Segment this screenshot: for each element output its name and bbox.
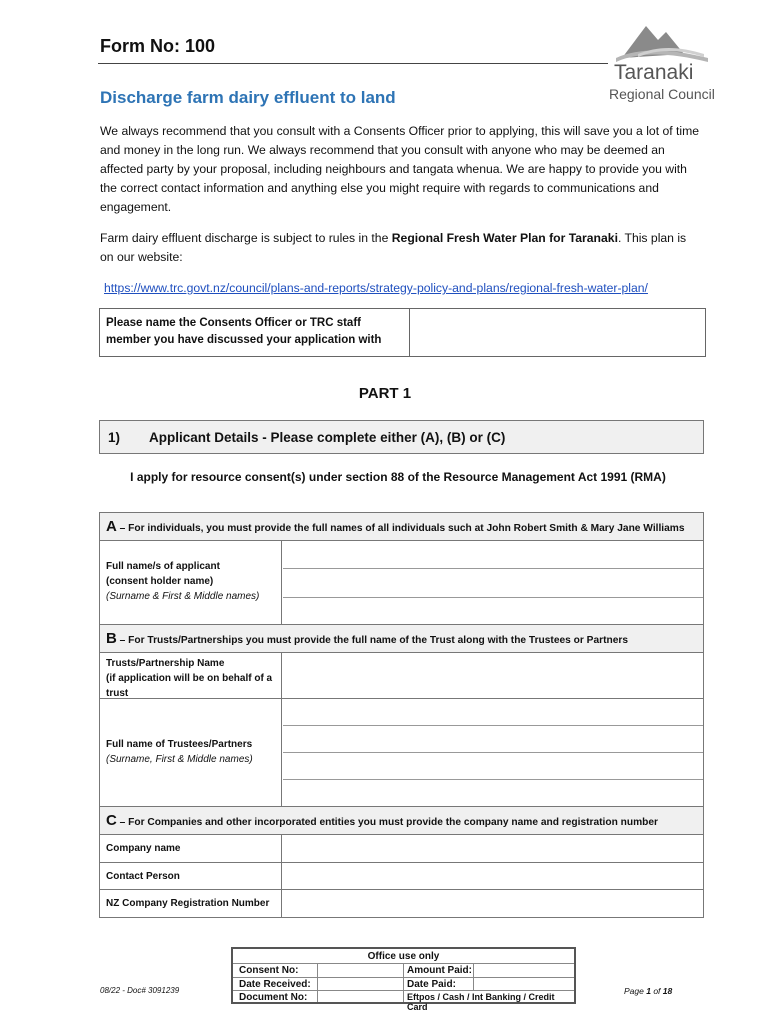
office-divider-v1	[317, 963, 318, 1002]
contact-person-field[interactable]	[283, 863, 703, 889]
consult-officer-box	[99, 308, 706, 357]
trustees-fields	[283, 699, 703, 807]
trustees-hint: (Surname, First & Middle names)	[106, 754, 253, 765]
trustee-field-2[interactable]	[283, 726, 703, 753]
amount-paid-label: Amount Paid:	[407, 965, 472, 976]
form-title: Discharge farm dairy effluent to land	[100, 88, 396, 107]
section-b-banner	[100, 625, 703, 653]
date-paid-label: Date Paid:	[407, 979, 456, 990]
payment-methods: Eftpos / Cash / Int Banking / Credit Card	[407, 992, 555, 1012]
applicant-name-label-line1: Full name/s of applicant	[106, 561, 220, 572]
applicant-name-label-line2: (consent holder name)	[106, 576, 214, 587]
part-title: PART 1	[358, 385, 412, 402]
office-use-title: Office use only	[367, 951, 440, 962]
applicant-name-label	[100, 541, 282, 627]
section-b-text: – For Trusts/Partnerships you must provide the full name of the Trust along with the Trustees or Partners	[116, 635, 629, 646]
office-use-box	[231, 947, 576, 1012]
trust-name-label-line2: (if application will be on behalf of a trust	[106, 673, 273, 699]
office-divider-v3	[473, 963, 474, 990]
consult-officer-field[interactable]	[411, 309, 705, 356]
trust-name-row	[100, 653, 703, 699]
header-divider	[98, 63, 608, 64]
company-name-label: Company name	[100, 835, 282, 862]
section-c	[99, 806, 704, 918]
website-link[interactable]: https://www.trc.govt.nz/council/plans-and-reports/strategy-policy-and-plans/regional-fresh-water-plan/	[104, 281, 648, 295]
rules-text-before: Farm dairy effluent discharge is subject to rules in the	[100, 231, 392, 245]
applicant-name-field-1[interactable]	[283, 541, 703, 569]
section-a-letter: A	[106, 518, 117, 535]
form-number: Form No: 100	[100, 36, 216, 56]
contact-person-row	[100, 863, 703, 890]
page-prefix: Page	[624, 986, 647, 996]
applicant-name-row	[100, 541, 703, 627]
logo-name: Taranaki	[614, 61, 694, 84]
document-no-label: Document No:	[239, 992, 308, 1003]
applicant-name-hint: (Surname & First & Middle names)	[106, 591, 260, 602]
section-a	[99, 512, 704, 628]
section-a-text: – For individuals, you must provide the full names of all individuals such at John Robert Smith & Mary Jane Williams	[116, 523, 685, 534]
trust-name-label-line1: Trusts/Partnership Name	[106, 658, 225, 669]
document-reference: 08/22 - Doc# 3091239	[100, 986, 180, 995]
registration-number-label: NZ Company Registration Number	[100, 890, 282, 917]
page-of: of	[650, 986, 663, 996]
trust-name-label	[100, 653, 282, 698]
company-name-field[interactable]	[283, 835, 703, 862]
apply-statement: I apply for resource consent(s) under section 88 of the Resource Management Act 1991 (RMA)	[130, 470, 666, 484]
page-current: 1	[646, 986, 651, 996]
date-received-label: Date Received:	[239, 979, 311, 990]
rules-text-after: . This plan is on our website:	[100, 231, 687, 264]
trustees-label	[100, 699, 282, 807]
section-1-number: 1)	[108, 430, 121, 445]
section-1-title: Applicant Details - Please complete either (A), (B) or (C)	[149, 430, 506, 445]
section-c-banner	[100, 807, 703, 835]
section-c-text: – For Companies and other incorporated entities you must provide the company name and registration number	[116, 817, 659, 828]
trustees-label-line1: Full name of Trustees/Partners	[106, 739, 253, 750]
office-divider-v2	[403, 963, 404, 1002]
trustees-row	[100, 699, 703, 807]
section-a-banner	[100, 513, 703, 541]
contact-person-label: Contact Person	[100, 863, 282, 889]
section-1-header	[99, 420, 704, 454]
applicant-name-field-3[interactable]	[283, 598, 703, 626]
trustee-field-3[interactable]	[283, 753, 703, 780]
rules-paragraph	[100, 229, 700, 267]
consent-no-label: Consent No:	[239, 965, 299, 976]
page-total: 18	[662, 986, 673, 996]
page-number	[624, 986, 672, 996]
trustee-field-4[interactable]	[283, 780, 703, 807]
applicant-name-field-2[interactable]	[283, 569, 703, 598]
plan-name: Regional Fresh Water Plan for Taranaki	[391, 231, 618, 245]
company-name-row	[100, 835, 703, 863]
registration-number-row	[100, 890, 703, 917]
section-c-letter: C	[106, 812, 117, 829]
section-b	[99, 624, 704, 808]
trust-name-field[interactable]	[283, 653, 703, 698]
section-b-letter: B	[106, 630, 117, 647]
applicant-name-fields	[283, 541, 703, 627]
trustee-field-1[interactable]	[283, 699, 703, 726]
logo-subtitle: Regional Council	[609, 86, 715, 102]
registration-number-field[interactable]	[283, 890, 703, 917]
consult-officer-label: Please name the Consents Officer or TRC staff member you have discussed your application with	[100, 309, 410, 356]
intro-paragraph: We always recommend that you consult with a Consents Officer prior to applying, this will save you a lot of time and money in the long run. We always recommend that you consult with anyone who may be deemed an affected party by your proposal, including neighbours and tangata whenua. We are happy to provide you with the correct contact information and anything else you might require with regards to communications and engagement.	[100, 124, 700, 214]
